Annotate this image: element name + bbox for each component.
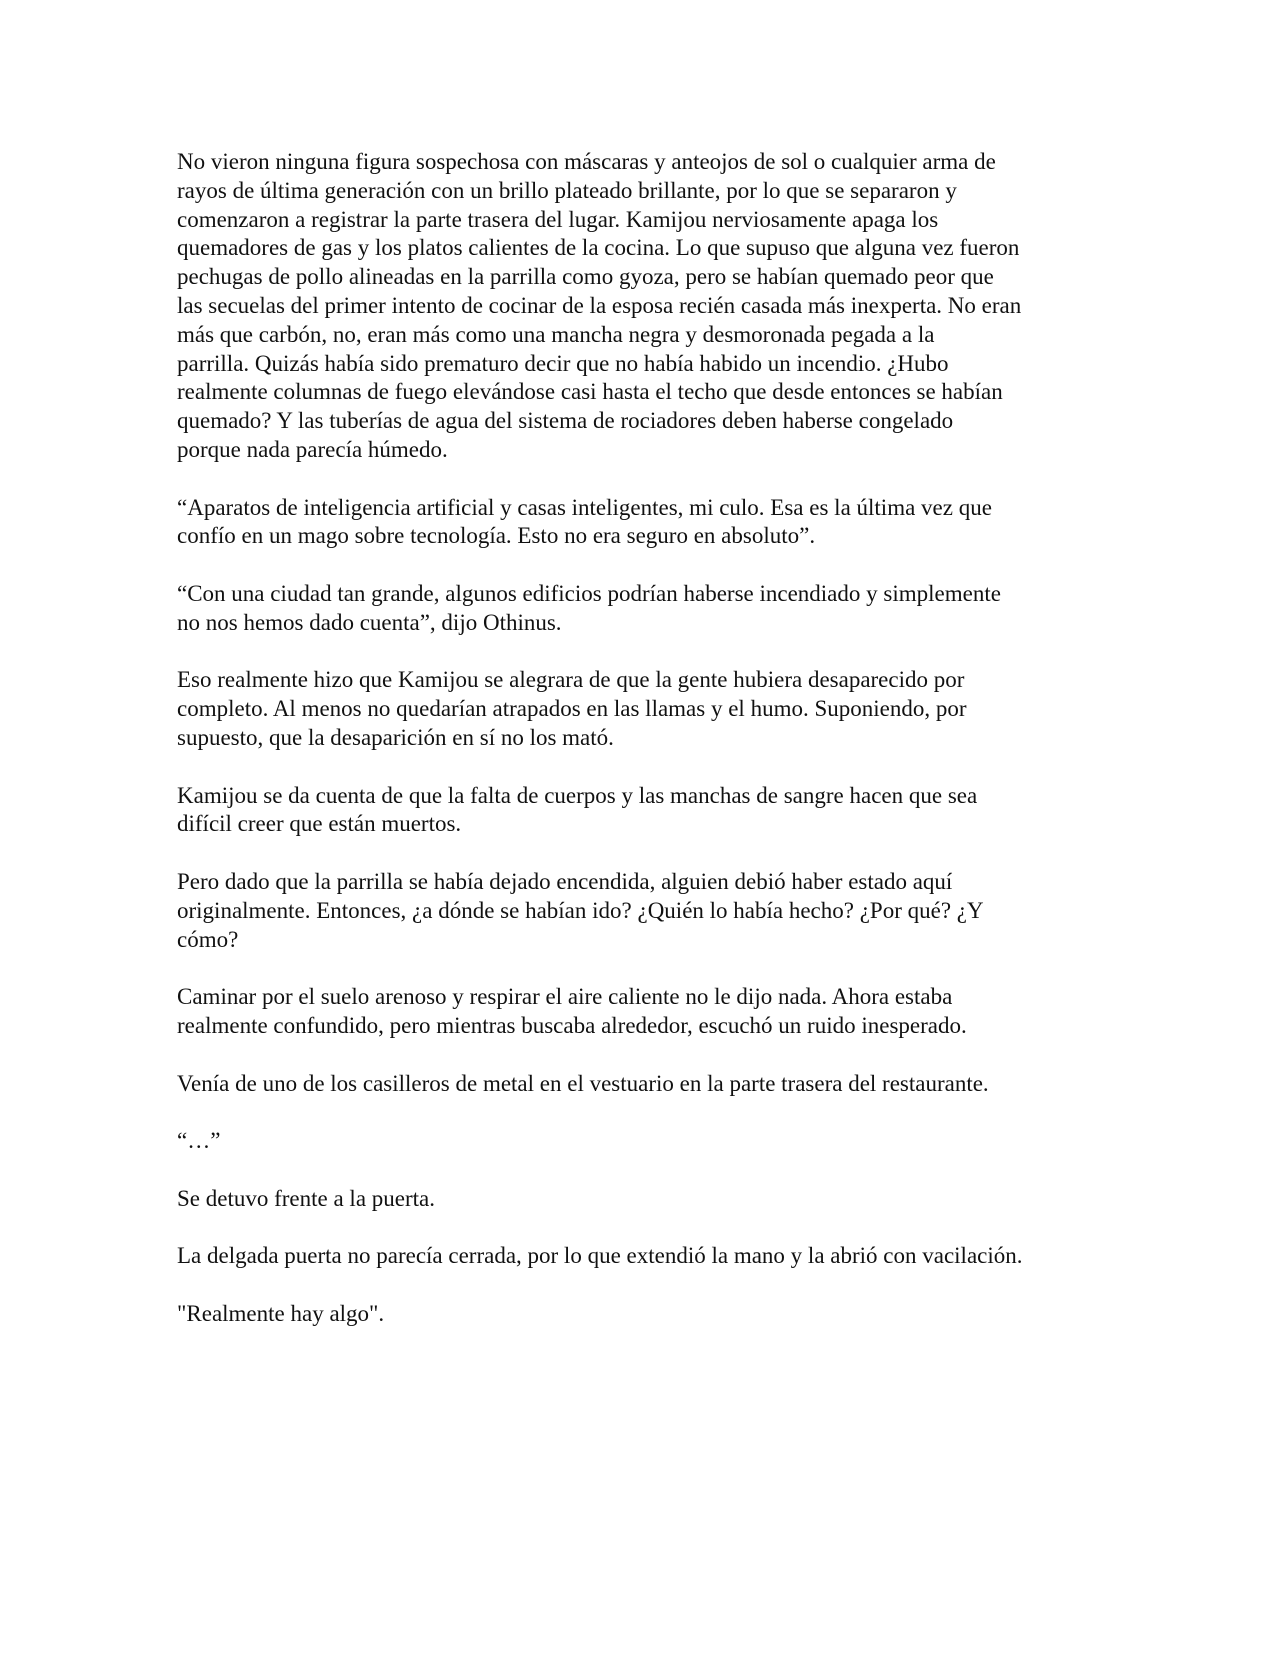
text-line: rayos de última generación con un brillo plateado brillante, por lo que se separaron y [177,177,957,203]
text-line: supuesto, que la desaparición en sí no los mató. [177,724,614,750]
text-line: porque nada parecía húmedo. [177,436,448,462]
paragraph [177,1185,1117,1214]
text-line: Eso realmente hizo que Kamijou se alegrara de que la gente hubiera desaparecido por [177,667,965,693]
text-line: No vieron ninguna figura sospechosa con máscaras y anteojos de sol o cualquier arma de [177,149,996,174]
text-line: Venía de uno de los casilleros de metal en el vestuario en la parte trasera del restaurante. [177,1070,989,1096]
text-line: más que carbón, no, eran más como una mancha negra y desmoronada pegada a la [177,321,935,347]
text-line: comenzaron a registrar la parte trasera del lugar. Kamijou nerviosamente apaga los [177,206,939,232]
paragraph [177,1242,1117,1271]
text-line: parrilla. Quizás había sido prematuro decir que no había habido un incendio. ¿Hubo [177,350,949,376]
text-line: La delgada puerta no parecía cerrada, por lo que extendió la mano y la abrió con vacilación. [177,1243,1023,1269]
text-line: “Aparatos de inteligencia artificial y casas inteligentes, mi culo. Esa es la última vez que [177,494,992,520]
text-line: “…” [177,1128,221,1154]
paragraph [177,1127,1117,1156]
text-line: Se detuvo frente a la puerta. [177,1185,435,1211]
paragraph [177,983,1117,1041]
text-line: “Con una ciudad tan grande, algunos edificios podrían haberse incendiado y simplemente [177,580,1001,606]
document-page [177,148,1117,1357]
paragraph [177,1070,1117,1099]
paragraph [177,868,1117,954]
text-line: las secuelas del primer intento de cocinar de la esposa recién casada más inexperta. No eran [177,292,1022,318]
text-line: realmente confundido, pero mientras buscaba alrededor, escuchó un ruido inesperado. [177,1012,967,1038]
paragraph [177,580,1117,638]
paragraph [177,666,1117,752]
text-line: pechugas de pollo alineadas en la parrilla como gyoza, pero se habían quemado peor que [177,264,994,290]
paragraph [177,148,1117,465]
text-line: "Realmente hay algo". [177,1300,385,1326]
text-line: quemado? Y las tuberías de agua del sistema de rociadores deben haberse congelado [177,408,954,434]
text-line: cómo? [177,926,239,952]
text-line: confío en un mago sobre tecnología. Esto no era seguro en absoluto”. [177,523,816,549]
text-line: Pero dado que la parrilla se había dejado encendida, alguien debió haber estado aquí [177,868,953,894]
paragraph [177,782,1117,840]
text-line: realmente columnas de fuego elevándose casi hasta el techo que desde entonces se habían [177,379,1003,405]
paragraph [177,1300,1117,1329]
text-line: completo. Al menos no quedarían atrapados en las llamas y el humo. Suponiendo, por [177,696,967,722]
text-line: quemadores de gas y los platos calientes de la cocina. Lo que supuso que alguna vez fueron [177,235,1020,261]
paragraph [177,494,1117,552]
text-line: Caminar por el suelo arenoso y respirar el aire caliente no le dijo nada. Ahora estaba [177,984,953,1010]
text-line: Kamijou se da cuenta de que la falta de cuerpos y las manchas de sangre hacen que sea [177,782,978,808]
text-line: difícil creer que están muertos. [177,811,462,837]
text-line: originalmente. Entonces, ¿a dónde se habían ido? ¿Quién lo había hecho? ¿Por qué? ¿Y [177,897,984,923]
text-line: no nos hemos dado cuenta”, dijo Othinus. [177,609,562,635]
